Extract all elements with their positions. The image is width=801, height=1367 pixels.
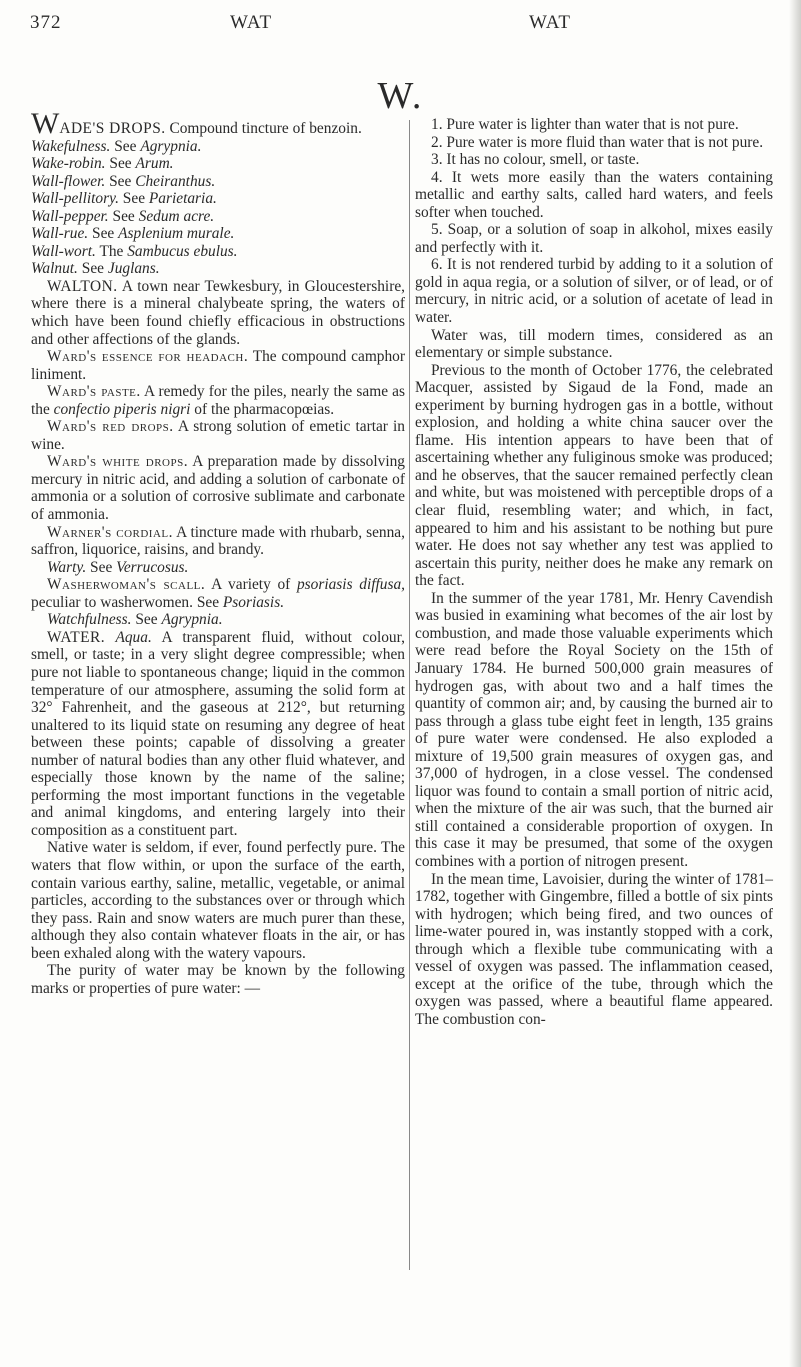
entry-term: Warty. [47, 558, 87, 576]
paragraph-cavendish: In the summer of the year 1781, Mr. Henry Cavendish was busied in examining what becomes of the air lost by combustion, and made those valuable experiments which were read before the Royal Society on the 15th of January 1784. He burned 500,000 grain measures of hydrogen gas, with about two and a half times the quantity of common air; and, by causing the burned air to pass through a glass tube eight feet in length, 135 grains of pure water were condensed. He also exploded a mixture of 19,500 grain measures of oxygen gas, and 37,000 of hydrogen, in a close vessel. The condensed liquor was found to contain a small portion of nitric acid, when the mixture of the air was such, that the burned air still contained a considerable proportion of oxygen. In this case it may be presumed, that some of the oxygen combines with a portion of nitrogen present. [415, 589, 773, 870]
paragraph-native-water: Native water is seldom, if ever, found perfectly pure. The waters that flow within, or upon the surface of the earth, contain various earthy, saline, metallic, vegetable, or animal particles, according to the substances over or through which they pass. Rain and snow waters are much purer than these, although they also contain whatever floats in the air, or has been exhaled along with the watery vapours. [31, 839, 405, 962]
entry-watchfulness [31, 611, 405, 629]
xref-term: Wakefulness. [31, 137, 111, 155]
entry-head: Ward's white drops. [47, 453, 189, 471]
entry-italic: Aqua. [105, 628, 152, 646]
entry-head: WATER. [47, 628, 106, 646]
page-edge-shadow [789, 0, 801, 1367]
xref-term: Wall-rue. [31, 225, 89, 243]
xref-term: Wall-pepper. [31, 207, 109, 225]
cross-reference-list [31, 138, 405, 278]
entry-walton [31, 278, 405, 348]
xref-item [31, 190, 405, 208]
entry-text: A tincture made with rhubarb, senna, saffron, liquorice, raisins, and brandy. [31, 523, 405, 559]
entry-term: Watchfulness. [47, 611, 132, 629]
entry-see: See [131, 611, 162, 629]
page-header [30, 12, 771, 42]
entry-text: Compound tincture of benzoin. [165, 120, 362, 137]
entry-text: of the pharmacopœias. [190, 400, 335, 418]
xref-target: Sambucus ebulus. [127, 242, 238, 260]
xref-see: See [114, 137, 137, 155]
entry-head: ADE'S DROPS. [59, 120, 166, 137]
purity-mark-3: 3. It has no colour, smell, or taste. [431, 151, 640, 169]
section-letter: W. [377, 75, 424, 117]
xref-see: See [109, 172, 132, 190]
purity-mark-6: 6. It is not rendered turbid by adding to it a solution of gold in aqua regia, or a solution of silver, or of lead, or of mercury, in nitric acid, or a solution of acetate of lead in water. [415, 256, 773, 327]
entry-warty [31, 559, 405, 577]
xref-term: Wall-pellitory. [31, 190, 119, 208]
xref-term: Wake-robin. [31, 155, 106, 173]
xref-term: Wall-wort. [31, 242, 96, 260]
xref-target: Sedum acre. [138, 207, 215, 225]
entry-italic: psoriasis diffusa, [296, 576, 406, 594]
xref-target: Arum. [135, 155, 174, 173]
left-column [31, 107, 406, 997]
entry-head: Ward's red drops. [47, 418, 174, 436]
xref-target: Cheiranthus. [135, 172, 216, 190]
entry-text: peculiar to washerwomen. See [31, 593, 223, 611]
drop-cap: W [31, 107, 60, 140]
entry-head: WALTON. [47, 277, 118, 295]
entry-text: A preparation made by dissolving mercury in nitric acid, and adding a solution of carbonate of ammonia or a solution of corrosive sublimate and carbonate of ammonia. [31, 453, 406, 524]
entry-target: Verrucosus. [116, 558, 189, 576]
entry-water [31, 629, 405, 840]
entry-head: Washerwoman's scall. [47, 576, 206, 594]
purity-mark-4: 4. It wets more easily than the waters containing metallic and earthy salts, called hard waters, and feels softer when touched. [415, 168, 773, 221]
xref-term: Wall-flower. [31, 172, 106, 190]
xref-item [31, 260, 405, 278]
xref-see: See [112, 207, 135, 225]
xref-target: Parietaria. [148, 190, 217, 208]
purity-mark-5: 5. Soap, or a solution of soap in alkohol, mixes easily and perfectly with it. [415, 221, 773, 256]
entry-target: Psoriasis. [222, 593, 285, 611]
purity-mark-1: 1. Pure water is lighter than water that is not pure. [431, 116, 739, 133]
entry-text: A variety of [205, 576, 297, 594]
entry-wards-white-drops [31, 453, 405, 523]
entry-wards-essence [31, 348, 405, 383]
paragraph-macquer: Previous to the month of October 1776, the celebrated Macquer, assisted by Sigaud de la Fond, made an experiment by burning hydrogen gas in a bottle, without explosion, and holding a white china saucer over the flame. His intention appears to have been that of ascertaining whether any fuliginous smoke was produced; and he observes, that the saucer remained perfectly clean and white, but was moistened with perceptible drops of a clear fluid, resembling water; and which, in fact, appeared to him and his assistant to be nothing but pure water. He does not say whether any test was applied to ascertain this purity, neither does he make any remark on the fact. [415, 361, 773, 590]
purity-mark-2: 2. Pure water is more fluid than water that is not pure. [431, 133, 764, 151]
xref-item [31, 138, 405, 156]
xref-target: Juglans. [107, 260, 160, 278]
entry-italic: confectio piperis nigri [53, 400, 191, 418]
xref-see: See [81, 260, 104, 278]
entry-warners-cordial [31, 524, 405, 559]
xref-see: See [92, 225, 115, 243]
paragraph-purity: The purity of water may be known by the following marks or properties of pure water: — [31, 962, 405, 997]
entry-target: Agrypnia. [161, 611, 223, 629]
entry-text: A remedy for the piles, nearly the same as the [31, 383, 405, 418]
entry-wards-paste [31, 383, 405, 418]
entry-text: A strong solution of emetic tartar in wine. [31, 418, 405, 453]
entry-see: See [86, 558, 117, 576]
paragraph-lavoisier: In the mean time, Lavoisier, during the winter of 1781–1782, together with Gingembre, filled a bottle of six pints with hydrogen; which being fired, and two ounces of lime-water poured in, was instantly stopped with a cork, through which a flexible tube communicating with a vessel of oxygen was passed. The inflammation ceased, except at the orifice of the tube, through which the oxygen was passed, where a beautiful flame appeared. The combustion con- [415, 870, 773, 1028]
xref-see: The [99, 242, 124, 260]
xref-see: See [122, 190, 146, 208]
xref-see: See [109, 155, 132, 173]
page-number: 372 [30, 12, 62, 33]
entry-head: Ward's essence for headach. [47, 348, 249, 366]
entry-wards-red-drops [31, 418, 405, 453]
right-column [415, 116, 773, 1028]
xref-item [31, 173, 405, 191]
entry-washerwomans-scall [31, 576, 405, 611]
xref-item [31, 225, 405, 243]
xref-item [31, 155, 405, 173]
entry-text: The compound camphor liniment. [31, 348, 405, 383]
running-head-right: WAT [528, 12, 571, 33]
column-divider [409, 120, 410, 1270]
entry-wades-drops [31, 107, 405, 140]
xref-item [31, 243, 405, 261]
entry-head: Ward's paste. [47, 383, 141, 401]
xref-target: Agrypnia. [140, 137, 202, 155]
running-head-left: WAT [230, 12, 273, 33]
entry-text: A transparent fluid, without colour, smell, or taste; in a very slight degree compressible; when pure not liable to spontaneous change; liquid in the common temperature of our atmosphere, assuming the solid form at 32° Fahrenheit, and the gaseous at 212°, but returning unaltered to its liquid state on resuming any degree of heat between these points; capable of dissolving a greater number of natural bodies than any other fluid whatever, and especially those known by the name of the saline; performing the most important functions in the vegetable and animal kingdoms, and entering largely into their composition as a constituent part. [31, 628, 405, 839]
paragraph-elementary: Water was, till modern times, considered as an elementary or simple substance. [415, 326, 773, 362]
entry-text: A town near Tewkesbury, in Gloucestershire, where there is a mineral chalybeate spring, the waters of which have been found chiefly efficacious in obstructions and other affections of the glands. [31, 277, 405, 348]
xref-item [31, 208, 405, 226]
xref-target: Asplenium murale. [118, 225, 235, 243]
entry-head: Warner's cordial. [47, 523, 173, 541]
xref-term: Walnut. [31, 260, 78, 278]
